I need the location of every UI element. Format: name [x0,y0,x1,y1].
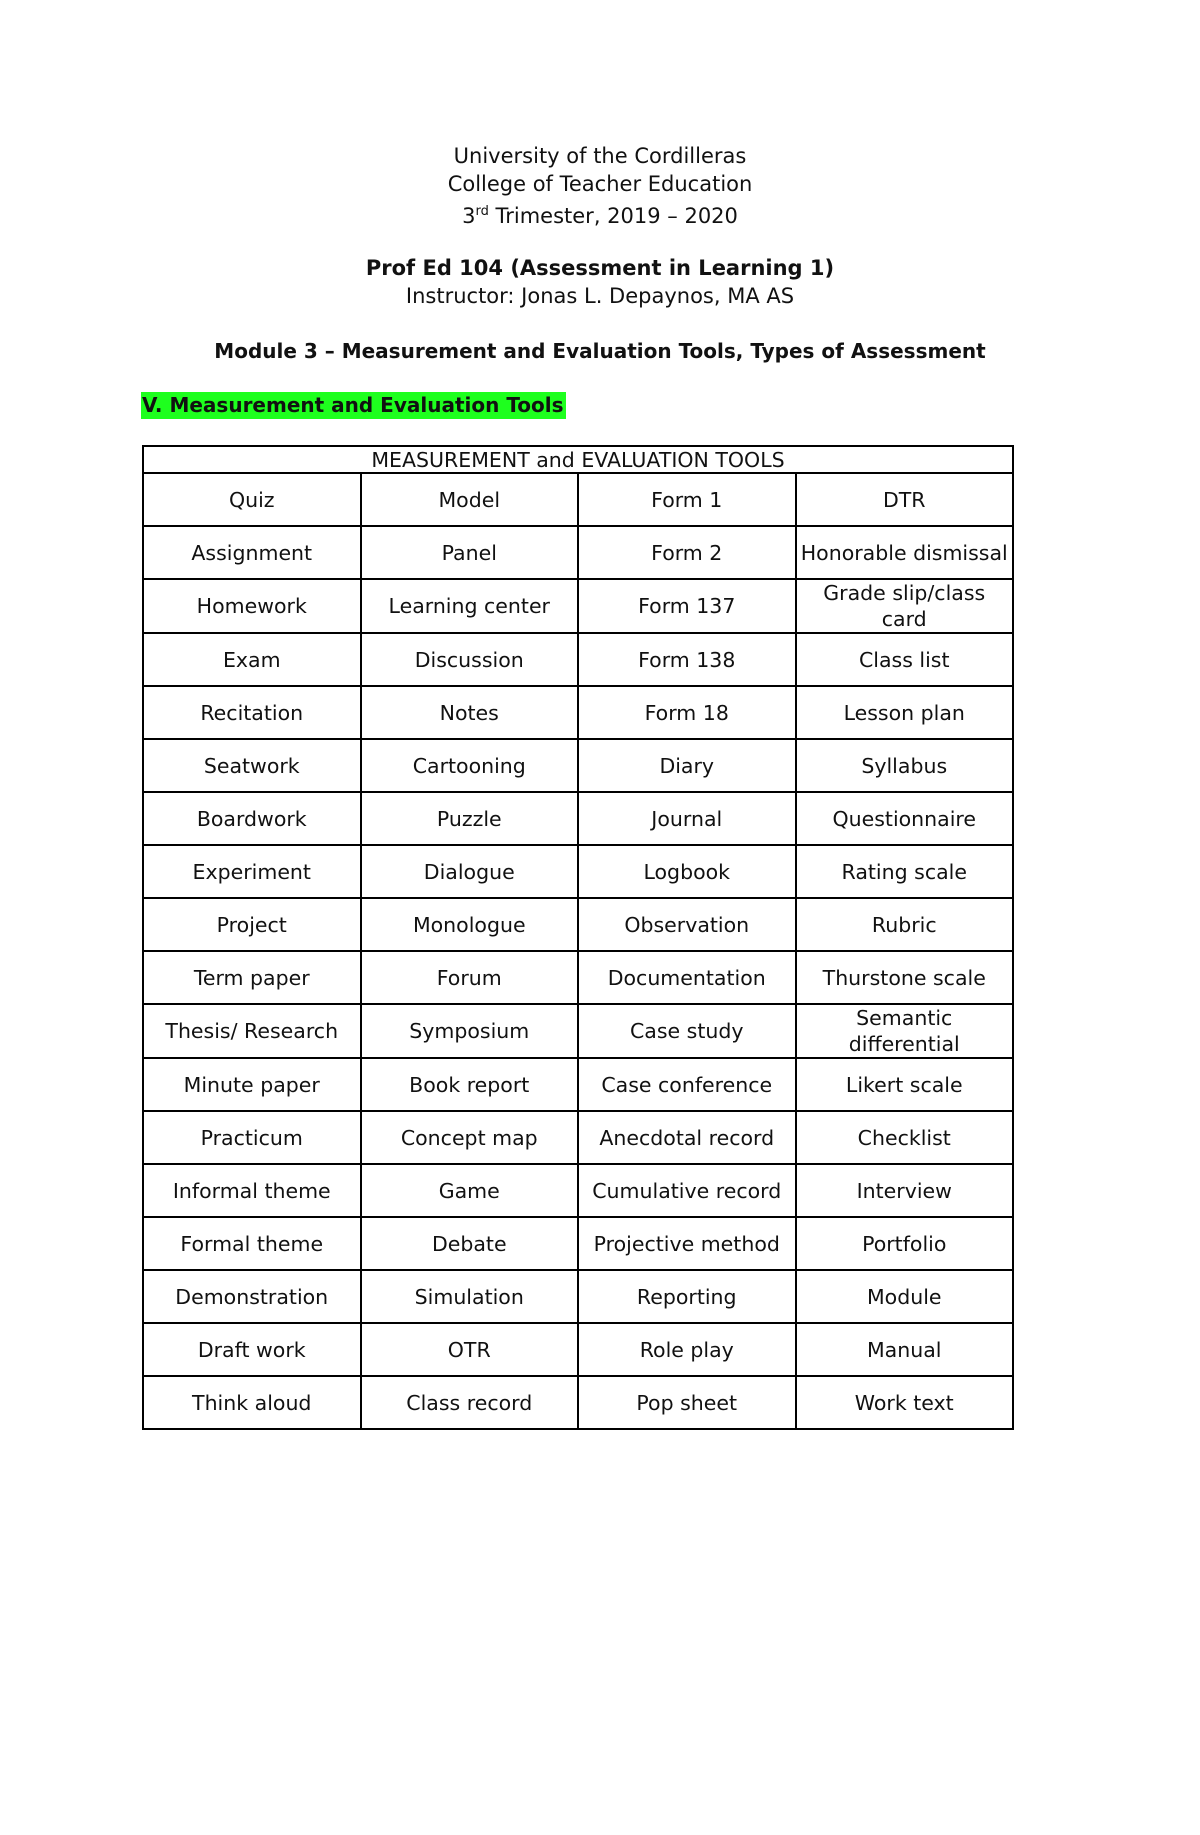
table-cell: Informal theme [143,1164,361,1217]
table-cell: Observation [578,898,796,951]
table-row [143,845,1013,898]
table-cell: DTR [796,473,1014,526]
table-cell: Class record [361,1376,579,1429]
table-row [143,1058,1013,1111]
table-cell: Portfolio [796,1217,1014,1270]
table-cell: Demonstration [143,1270,361,1323]
college-name: College of Teacher Education [447,172,753,196]
table-cell: Manual [796,1323,1014,1376]
table-cell: Boardwork [143,792,361,845]
table-cell: Project [143,898,361,951]
table-cell: Exam [143,633,361,686]
table-cell: Lesson plan [796,686,1014,739]
table-cell: Term paper [143,951,361,1004]
table-row [143,1004,1013,1058]
term-rest: Trimester, 2019 – 2020 [488,204,738,228]
table-cell: Module [796,1270,1014,1323]
table-cell: Interview [796,1164,1014,1217]
table-cell: Concept map [361,1111,579,1164]
table-cell: Rubric [796,898,1014,951]
tools-table-body [143,473,1013,1429]
table-cell: Cartooning [361,739,579,792]
table-row [143,1164,1013,1217]
table-cell: Game [361,1164,579,1217]
table-cell: Recitation [143,686,361,739]
university-name: University of the Cordilleras [453,144,747,168]
section-heading-highlighted: V. Measurement and Evaluation Tools [142,393,564,417]
instructor-line: Instructor: Jonas L. Depaynos, MA AS [405,284,795,308]
table-cell: Dialogue [361,845,579,898]
table-cell: Symposium [361,1004,579,1058]
table-cell: Discussion [361,633,579,686]
course-info [0,254,1200,310]
table-cell: Work text [796,1376,1014,1429]
table-cell: Form 138 [578,633,796,686]
table-caption-row [143,446,1013,473]
table-cell: Formal theme [143,1217,361,1270]
table-cell: Quiz [143,473,361,526]
table-cell: Book report [361,1058,579,1111]
table-cell: Semantic differential [796,1004,1014,1058]
module-title: Module 3 – Measurement and Evaluation Tools, Types of Assessment [214,339,986,363]
table-cell: OTR [361,1323,579,1376]
table-row [143,1376,1013,1429]
table-cell: Minute paper [143,1058,361,1111]
table-cell: Thurstone scale [796,951,1014,1004]
table-cell: Form 137 [578,579,796,633]
table-row [143,1217,1013,1270]
table-cell: Documentation [578,951,796,1004]
table-cell: Role play [578,1323,796,1376]
table-cell: Form 2 [578,526,796,579]
table-cell: Homework [143,579,361,633]
table-cell: Rating scale [796,845,1014,898]
table-cell: Questionnaire [796,792,1014,845]
tools-table [142,445,1014,1430]
table-cell: Likert scale [796,1058,1014,1111]
table-row [143,792,1013,845]
table-row [143,1111,1013,1164]
table-row [143,739,1013,792]
table-row [143,526,1013,579]
table-cell: Checklist [796,1111,1014,1164]
course-title: Prof Ed 104 (Assessment in Learning 1) [365,256,835,280]
table-cell: Debate [361,1217,579,1270]
table-row [143,686,1013,739]
table-cell: Thesis/ Research [143,1004,361,1058]
term-line [0,198,1200,230]
table-row [143,633,1013,686]
table-cell: Honorable dismissal [796,526,1014,579]
table-cell: Seatwork [143,739,361,792]
table-cell: Case conference [578,1058,796,1111]
table-cell: Draft work [143,1323,361,1376]
table-cell: Model [361,473,579,526]
table-cell: Cumulative record [578,1164,796,1217]
table-cell: Learning center [361,579,579,633]
table-cell: Form 18 [578,686,796,739]
table-cell: Class list [796,633,1014,686]
table-cell: Monologue [361,898,579,951]
table-cell: Diary [578,739,796,792]
table-caption: MEASUREMENT and EVALUATION TOOLS [143,446,1013,473]
table-cell: Practicum [143,1111,361,1164]
table-row [143,898,1013,951]
table-cell: Projective method [578,1217,796,1270]
table-row [143,579,1013,633]
table-cell: Pop sheet [578,1376,796,1429]
table-cell: Logbook [578,845,796,898]
table-cell: Case study [578,1004,796,1058]
term-suffix: rd [475,204,489,219]
table-row [143,1323,1013,1376]
table-cell: Assignment [143,526,361,579]
table-cell: Form 1 [578,473,796,526]
term-number: 3 [462,204,476,228]
table-cell: Simulation [361,1270,579,1323]
table-row [143,951,1013,1004]
table-cell: Puzzle [361,792,579,845]
table-cell: Experiment [143,845,361,898]
table-row [143,473,1013,526]
table-cell: Anecdotal record [578,1111,796,1164]
table-cell: Syllabus [796,739,1014,792]
table-cell: Panel [361,526,579,579]
table-cell: Forum [361,951,579,1004]
table-cell: Journal [578,792,796,845]
table-cell: Reporting [578,1270,796,1323]
table-row [143,1270,1013,1323]
table-cell: Think aloud [143,1376,361,1429]
table-cell: Grade slip/class card [796,579,1014,633]
table-cell: Notes [361,686,579,739]
document-header [0,142,1200,230]
